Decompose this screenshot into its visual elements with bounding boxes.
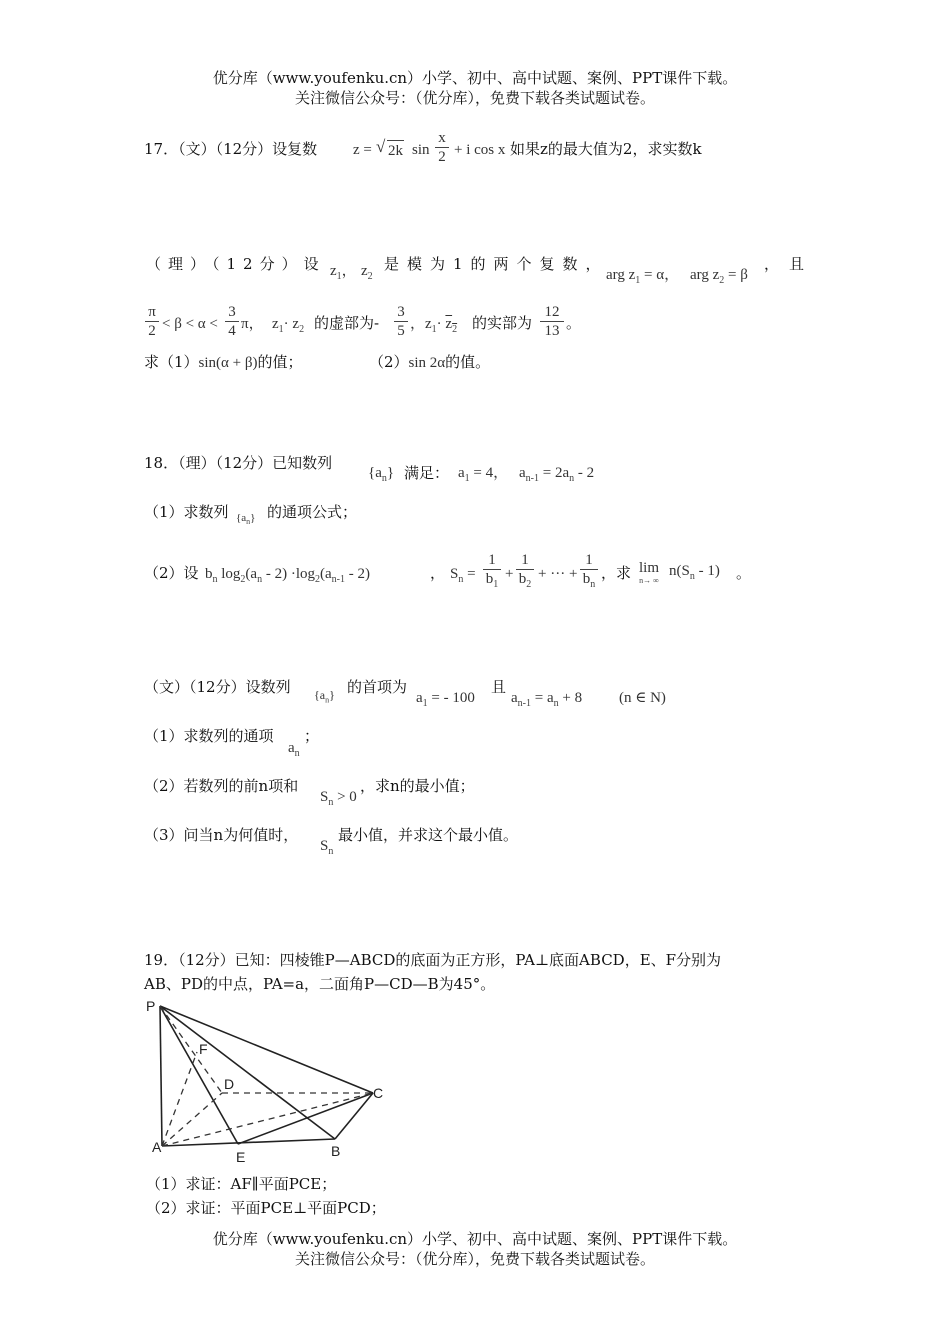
q18-li-bn-def: $b_n$ $\log_2(a_n - 2) \cdot\log_2(a_{n-1} - 2)$: [205, 566, 370, 585]
label-E: E: [236, 1149, 246, 1165]
q19-part1: （1）求证：AF∥平面PCE；: [146, 1175, 337, 1193]
footer-line-2: 关注微信公众号：（优分库），免费下载各类试题试卷。: [294, 1250, 655, 1268]
q18-wen-part3-end: 最小值，并求这个最小值。: [338, 826, 519, 844]
edge-PE: [160, 1006, 238, 1144]
q18-wen-part1-end: ；: [304, 727, 320, 745]
q17-li-imag-frac: 3 5: [394, 303, 408, 340]
q18-li-satisfy: 满足：: [404, 464, 450, 482]
q18-li-period: 。: [736, 564, 752, 582]
q17-li-sep2: ，: [410, 316, 426, 332]
q18-wen-recurrence: $a_{n-1} = a_n + 8$: [511, 690, 583, 709]
q17-li-z1: $z_1$，: [330, 263, 357, 282]
edge-AC: [162, 1093, 373, 1146]
q18-li-frac2: 1 $b_2$: [516, 551, 534, 594]
q17-li-product1: $z_1\cdot z_2$: [272, 316, 305, 335]
q17-li-pi-over-2: π 2: [145, 303, 159, 340]
q18-li-prefix: 18．（理）（12分）已知数列: [144, 454, 333, 472]
q17-li-z2: $z_2$: [361, 263, 373, 282]
edge-AF: [162, 1052, 197, 1146]
solid-edges: [160, 1006, 373, 1146]
q17-wen-rest: + i cos x: [454, 142, 506, 158]
q18-wen-and: 且: [491, 678, 507, 696]
q17-li-ask1: 求（1）sin(α + β)的值；: [144, 353, 303, 371]
sqrt-sign: √: [376, 137, 386, 156]
q17-wen-suffix: 如果z的最大值为2，求实数k: [510, 140, 702, 158]
q17-wen-fraction: [435, 129, 449, 166]
q18-wen-seq: $\{a_n\}$: [314, 688, 335, 705]
q18-wen-part1-an: $a_n$: [288, 740, 300, 759]
q17-li-pi: π，: [241, 316, 264, 332]
q17-li-imag-text: 的虚部为-: [314, 314, 380, 332]
q17-li-three-quarters: 3 4: [225, 303, 239, 340]
q18-wen-part2-end: ，求n的最小值；: [360, 777, 475, 795]
fraction-numerator: x: [438, 130, 446, 146]
q17-li-prefix: （理）（12分）设: [146, 255, 326, 273]
q18-wen-part2-sn: $S_n > 0$: [320, 789, 357, 808]
q19-line-2: AB、PD的中点，PA=a，二面角P—CD—B为45°。: [144, 975, 496, 993]
edge-AD: [162, 1093, 222, 1146]
q18-li-sep2: ，求: [601, 564, 632, 582]
q17-wen-prefix: 17．（文）（12分）设复数: [144, 140, 318, 158]
edge-PB: [160, 1006, 335, 1139]
header-line-1: 优分库（www.youfenku.cn）小学、初中、高中试题、案例、PPT课件下载。: [212, 69, 738, 87]
q18-li-part2: （2）设: [144, 564, 199, 582]
edge-PC: [160, 1006, 373, 1093]
q18-wen-part3: （3）问当n为何值时，: [144, 826, 299, 844]
q18-li-frac3: 1 $b_n$: [580, 551, 598, 594]
q18-li-sn: $S_n$ =: [450, 566, 476, 585]
label-B: B: [331, 1143, 341, 1159]
q18-li-frac1: 1 $b_1$: [483, 551, 501, 594]
q17-wen-z-eq: z =: [353, 142, 372, 158]
q19-line-1: 19．（12分）已知：四棱锥P—ABCD的底面为正方形，PA⊥底面ABCD，E、F分别为: [144, 951, 722, 969]
q17-wen-2k: 2k: [387, 140, 404, 161]
q18-li-part1: （1）求数列: [144, 503, 229, 521]
q17-li-period: 。: [566, 314, 582, 332]
q17-li-product2: $z_1\cdot z_2$: [425, 316, 458, 335]
q18-li-a1: $a_1 = 4$，: [458, 465, 509, 484]
q18-li-dots: + ··· +: [538, 566, 578, 582]
q18-wen-condition: (n ∈ N): [619, 690, 666, 706]
q18-li-recurrence: $a_{n-1} = 2a_n - 2$: [519, 465, 595, 484]
q17-li-real-text: 的实部为: [472, 314, 533, 332]
label-A: A: [152, 1139, 162, 1155]
q17-li-real-frac: 12 13: [540, 303, 564, 340]
dashed-edges: [160, 1006, 373, 1146]
q18-wen-mid: 的首项为: [347, 678, 408, 696]
q17-li-inequality: < β < α <: [162, 316, 218, 332]
q18-li-sep: ，: [430, 564, 446, 582]
q18-wen-part3-sn: $S_n$: [320, 838, 334, 857]
q18-wen-part2: （2）若数列的前n项和: [144, 777, 299, 795]
q18-wen-prefix: （文）（12分）设数列: [144, 678, 291, 696]
q17-wen-sin: sin: [412, 142, 430, 158]
label-P: P: [146, 998, 156, 1014]
label-F: F: [199, 1041, 208, 1057]
footer-line-1: 优分库（www.youfenku.cn）小学、初中、高中试题、案例、PPT课件下载。: [212, 1230, 738, 1248]
q18-li-plus1: +: [505, 566, 514, 582]
q18-wen-a1: $a_1$ = - 100: [416, 690, 475, 709]
edge-PA: [160, 1006, 162, 1146]
q19-part2: （2）求证：平面PCE⊥平面PCD；: [146, 1199, 386, 1217]
label-C: C: [373, 1085, 384, 1101]
q18-li-seq: $\{a_n\}$: [368, 465, 395, 484]
q18-li-part1-end: 的通项公式；: [267, 503, 358, 521]
q17-li-ask2: （2）sin 2α的值。: [369, 353, 491, 371]
header-line-2: 关注微信公众号：（优分库），免费下载各类试题试卷。: [294, 89, 655, 107]
q17-li-middle: 是模为1的两个复数，: [384, 255, 609, 273]
q17-li-arg-beta: arg $z_2 = \beta$: [690, 267, 748, 286]
q18-li-lim: lim n→ ∞: [639, 560, 660, 585]
label-D: D: [224, 1076, 235, 1092]
q18-li-part1-seq: $\{a_n\}$: [236, 512, 256, 527]
fraction-denominator: 2: [438, 149, 446, 165]
q17-li-arg-alpha: arg $z_1 = \alpha$，: [606, 267, 680, 286]
pyramid-figure: [140, 996, 390, 1166]
q18-wen-part1: （1）求数列的通项: [144, 727, 274, 745]
q17-li-end: ，且: [764, 255, 815, 273]
q18-li-lim-expr: $n(S_n - 1)$: [669, 563, 720, 582]
